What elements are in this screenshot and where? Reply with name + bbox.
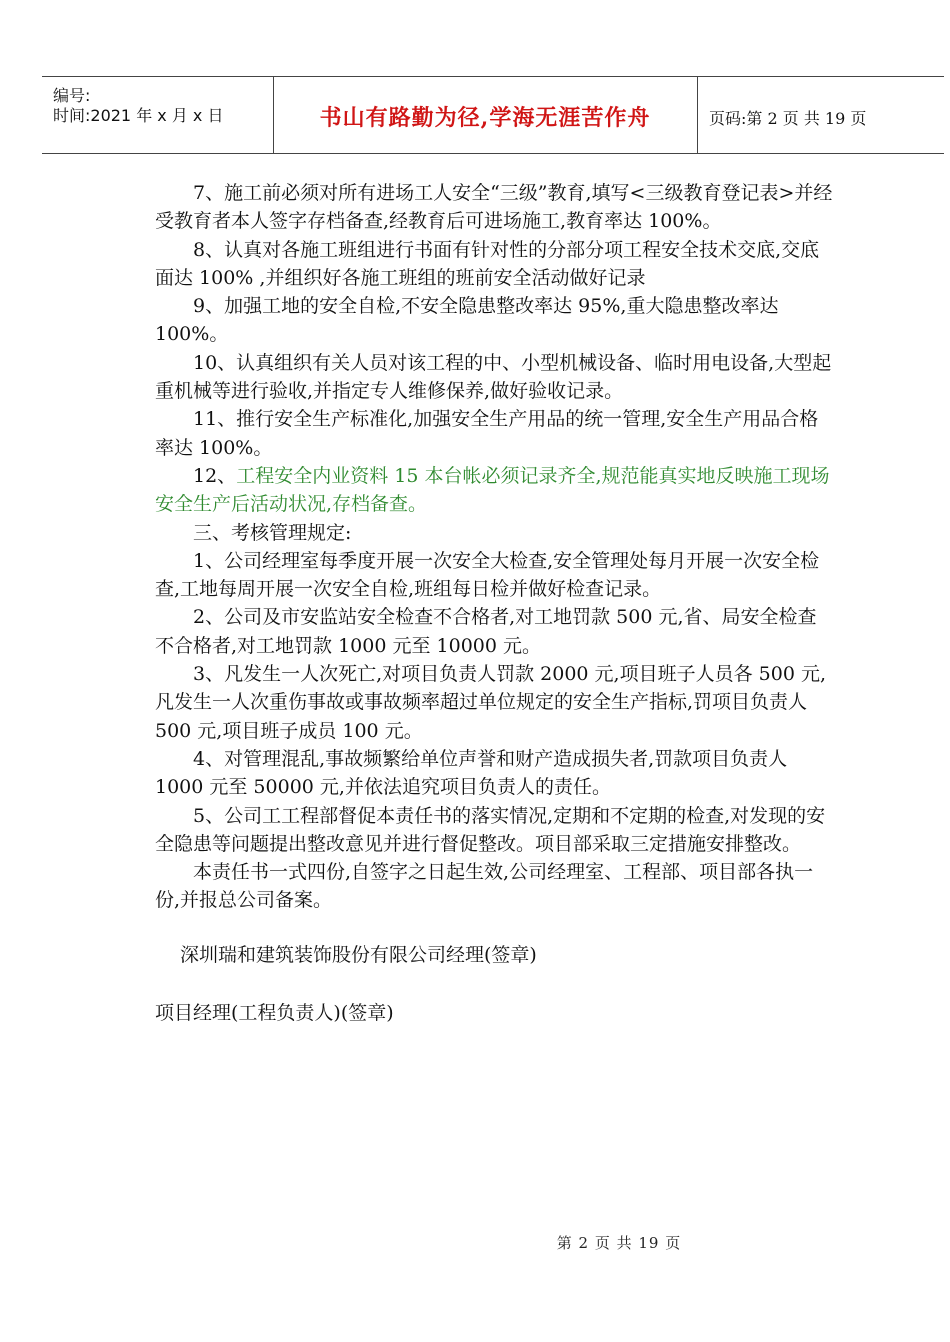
paragraph-11: 11、推行安全生产标准化,加强安全生产用品的统一管理,安全生产用品合格率达 100%。 xyxy=(155,408,819,459)
header-motto-cell xyxy=(273,77,698,153)
rule-4: 4、对管理混乱,事故频繁给单位声誉和财产造成损失者,罚款项目负责人 1000 元至 50000 元,并依法追究项目负责人的责任。 xyxy=(155,747,788,799)
paragraph-12 xyxy=(155,462,835,519)
closing-paragraph: 本责任书一式四份,自签字之日起生效,公司经理室、工程部、项目部各执一份,并报总公司备案。 xyxy=(155,861,814,912)
header-page-info: 页码:第 2 页 共 19 页 xyxy=(709,109,867,128)
page-footer: 第 2 页 共 19 页 xyxy=(556,1234,682,1252)
paragraph-9: 9、加强工地的安全自检,不安全隐患整改率达 95%,重大隐患整改率达 100%。 xyxy=(155,295,779,346)
section-3-heading: 三、考核管理规定: xyxy=(193,521,352,544)
paragraph-12-highlight: 工程安全内业资料 15 本台帐必须记录齐全,规范能真实地反映施工现场安全生产后活动状况,存档备查。 xyxy=(155,464,830,516)
page-header xyxy=(42,76,944,154)
paragraph-10: 10、认真组织有关人员对该工程的中、小型机械设备、临时用电设备,大型起重机械等进行验收,并指定专人维修保养,做好验收记录。 xyxy=(155,351,832,403)
paragraph-12-number: 12、 xyxy=(193,464,237,487)
paragraph-7: 7、施工前必须对所有进场工人安全“三级”教育,填写<三级教育登记表>并经受教育者本人签字存档备查,经教育后可进场施工,教育率达 100%。 xyxy=(155,182,833,233)
rule-1: 1、公司经理室每季度开展一次安全大检查,安全管理处每月开展一次安全检查,工地每周开展一次安全自检,班组每日检并做好检查记录。 xyxy=(155,549,820,601)
header-page-cell xyxy=(697,77,944,153)
rule-3: 3、凡发生一人次死亡,对项目负责人罚款 2000 元,项目班子人员各 500 元,凡发生一人次重伤事故或事故频率超过单位规定的安全生产指标,罚项目负责人 500 元,项目班子成员 100 元。 xyxy=(155,663,826,742)
document-body xyxy=(155,179,835,1027)
company-signature-line: 深圳瑞和建筑装饰股份有限公司经理(签章) xyxy=(180,943,537,966)
rule-2: 2、公司及市安监站安全检查不合格者,对工地罚款 500 元,省、局安全检查不合格者,对工地罚款 1000 元至 10000 元。 xyxy=(155,606,817,657)
rule-5: 5、公司工工程部督促本责任书的落实情况,定期和不定期的检查,对发现的安全隐患等问题提出整改意见并进行督促整改。项目部采取三定措施安排整改。 xyxy=(155,804,826,855)
doc-time-label: 时间:2021 年 x 月 x 日 xyxy=(53,106,224,125)
header-meta xyxy=(42,77,274,153)
header-motto: 书山有路勤为径,学海无涯苦作舟 xyxy=(319,105,651,131)
paragraph-8: 8、认真对各施工班组进行书面有针对性的分部分项工程安全技术交底,交底面达 100% ,并组织好各施工班组的班前安全活动做好记录 xyxy=(155,238,820,289)
doc-number-label: 编号: xyxy=(53,86,91,105)
project-manager-signature-line: 项目经理(工程负责人)(签章) xyxy=(155,1002,394,1025)
